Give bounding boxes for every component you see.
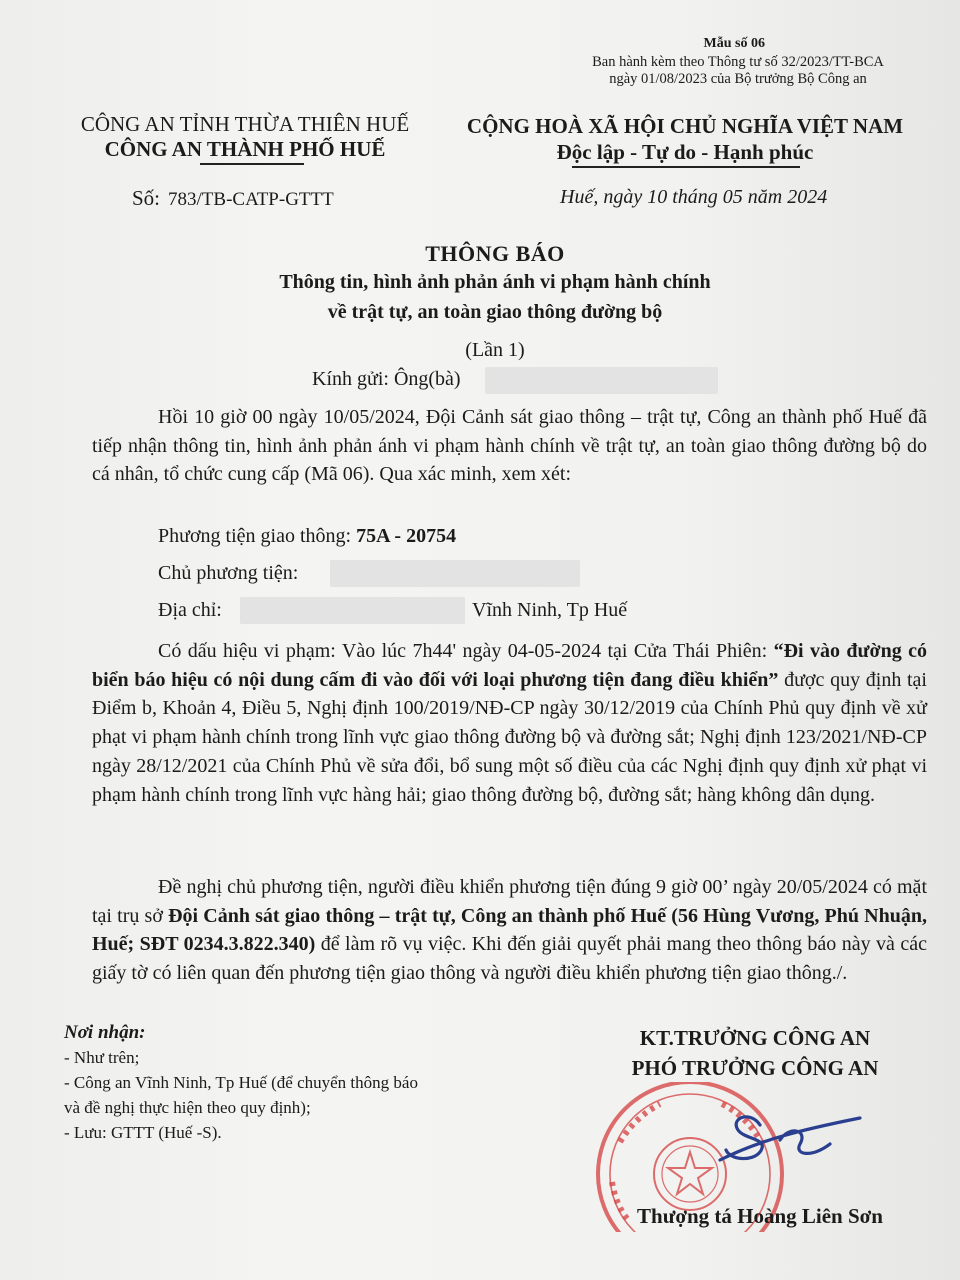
document-title: THÔNG BÁO <box>425 241 565 266</box>
form-note-line: ngày 01/08/2023 của Bộ trưởng Bộ Công an <box>609 71 867 87</box>
signatory-role: PHÓ TRƯỞNG CÔNG AN <box>631 1056 879 1080</box>
recipient-line: và đề nghị thực hiện theo quy định); <box>64 1098 311 1117</box>
intro-paragraph: Hồi 10 giờ 00 ngày 10/05/2024, Đội Cảnh sát giao thông – trật tự, Công an thành phố Huế đã tiếp nhận thông tin, hình ảnh phản ánh vi phạm hành chính về trật tự, an toàn giao thông đường bộ do cá nhân, tổ chức cung cấp (Mã 06). Qua xác minh, xem xét: <box>92 406 927 486</box>
violation-paragraph <box>92 637 927 809</box>
signer-name: Thượng tá Hoàng Liên Sơn <box>637 1204 883 1228</box>
document-subtitle: về trật tự, an toàn giao thông đường bộ <box>327 301 663 323</box>
violation-lead: Có dấu hiệu vi phạm: Vào lúc 7h44' ngày 04-05-2024 tại Cửa Thái Phiên: <box>158 640 768 662</box>
address-label: Địa chỉ: <box>158 599 222 621</box>
request-paragraph <box>92 873 927 988</box>
request-part1: Đề nghị chủ phương tiện, người điều khiển phương tiện đúng 9 giờ 00’ ngày 20/05/2024 có mặt tại trụ sở <box>92 876 927 927</box>
document-number-value: 783/TB-CATP-GTTT <box>168 189 334 210</box>
request-office: Đội Cảnh sát giao thông – trật tự, Công an thành phố Huế (56 Hùng Vương, Phú Nhuận, Huế; SĐT 0234.3.822.340) <box>92 904 927 956</box>
handwritten-signature <box>690 1100 870 1180</box>
request-part2: để làm rõ vụ việc. Khi đến giải quyết phải mang theo thông báo này và các giấy tờ có liên quan đến phương tiện giao thông và người điều khiển phương tiện giao thông./. <box>92 933 927 985</box>
owner-label: Chủ phương tiện: <box>158 562 299 584</box>
document-date: Huế, ngày 10 tháng 05 năm 2024 <box>560 186 828 208</box>
national-motto: Độc lập - Tự do - Hạnh phúc <box>556 140 814 164</box>
greeting: Kính gửi: Ông(bà) <box>312 368 461 390</box>
redacted-recipient <box>485 367 718 394</box>
redacted-owner <box>330 560 580 587</box>
recipient-line: - Lưu: GTTT (Huế -S). <box>64 1123 222 1142</box>
agency-name: CÔNG AN THÀNH PHỐ HUẾ <box>104 137 386 161</box>
address-tail: Vĩnh Ninh, Tp Huế <box>472 599 628 621</box>
recipients-block <box>64 1020 418 1145</box>
motto-underline <box>572 166 800 168</box>
form-code: Mẫu số 06 <box>703 36 765 51</box>
notice-count: (Lần 1) <box>465 339 525 361</box>
recipients-heading: Nơi nhận: <box>64 1022 146 1043</box>
violation-quote: “Đi vào đường có biển báo hiệu có nội dung cấm đi vào đối với loại phương tiện đang điều khiển” <box>92 640 928 691</box>
agency-parent: CÔNG AN TỈNH THỪA THIÊN HUẾ <box>80 112 410 136</box>
vehicle-label: Phương tiện giao thông: <box>158 525 352 547</box>
document-number <box>132 186 334 211</box>
agency-underline <box>200 163 304 165</box>
signatory-title: KT.TRƯỞNG CÔNG AN <box>639 1026 871 1050</box>
recipient-line: - Như trên; <box>64 1048 140 1067</box>
form-note-line: Ban hành kèm theo Thông tư số 32/2023/TT-BCA <box>592 54 884 70</box>
license-plate: 75A - 20754 <box>356 525 457 547</box>
document-subtitle: Thông tin, hình ảnh phản ánh vi phạm hành chính <box>279 271 711 293</box>
nation-title: CỘNG HOÀ XÃ HỘI CHỦ NGHĨA VIỆT NAM <box>466 114 904 138</box>
violation-detail: được quy định tại Điểm b, Khoản 4, Điều 5, Nghị định 100/2019/NĐ-CP ngày 30/12/2019 của Chính Phủ quy định về xử phạt vi phạm hành chính trong lĩnh vực giao thông đường bộ và đường sắt; Nghị định 123/2021/NĐ-CP ngày 28/12/2021 của Chính Phủ về sửa đổi, bổ sung một số điều của các Nghị định quy định xử phạt vi phạm hành chính trong lĩnh vực hàng hải; giao thông đường bộ, đường sắt; hàng không dân dụng. <box>92 668 927 806</box>
redacted-address <box>240 597 465 624</box>
document-number-label: Số: <box>132 186 161 210</box>
vehicle-line <box>158 525 456 548</box>
recipient-line: - Công an Vĩnh Ninh, Tp Huế (để chuyển thông báo <box>64 1073 418 1092</box>
